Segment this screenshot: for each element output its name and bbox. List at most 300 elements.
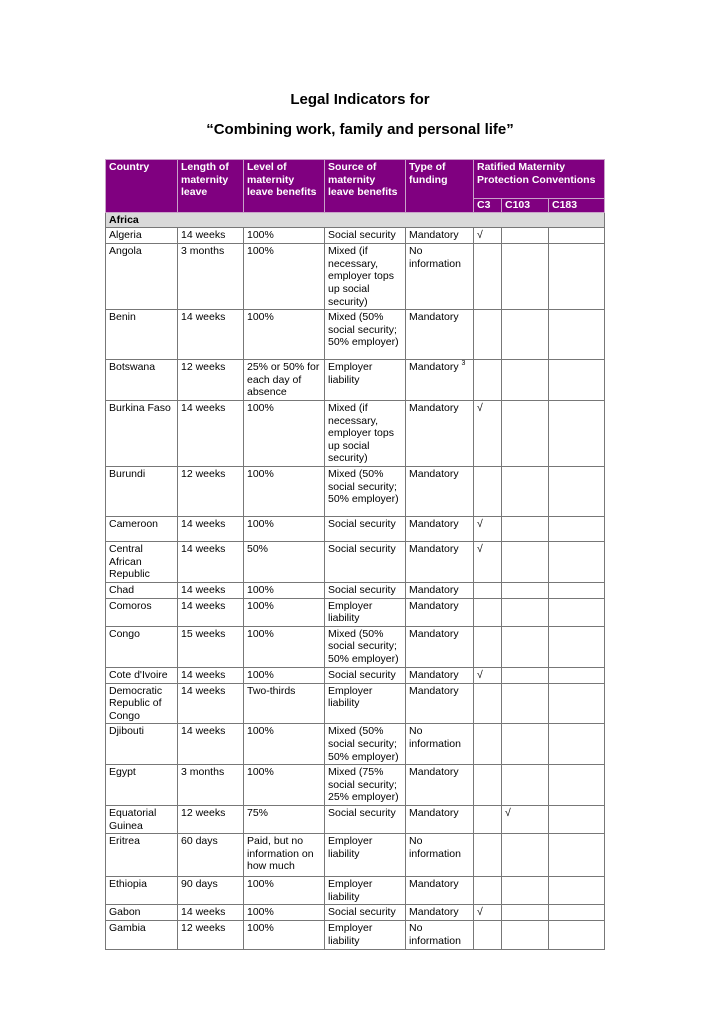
cell-length-text: 12 weeks: [181, 361, 226, 374]
footnote-mark: 3: [461, 360, 466, 368]
cell-type: [406, 905, 474, 921]
cell-level: [244, 724, 325, 765]
cell-length: [178, 400, 244, 466]
cell-c103: [502, 877, 549, 905]
cell-country: [106, 921, 178, 949]
cell-type: [406, 598, 474, 626]
cell-c3: [474, 765, 502, 806]
cell-length: [178, 582, 244, 598]
cell-level: [244, 834, 325, 877]
cell-level: [244, 683, 325, 724]
cell-length-text: 12 weeks: [181, 467, 226, 480]
cell-length: [178, 516, 244, 541]
cell-c183: [549, 683, 605, 724]
cell-c103: [502, 724, 549, 765]
cell-level-text: 100%: [247, 627, 274, 640]
cell-source-text: Social security: [328, 229, 396, 242]
cell-level-text: Two-thirds: [247, 684, 296, 697]
table-row: [106, 834, 605, 877]
cell-c3: [474, 834, 502, 877]
cell-level-text: 100%: [247, 878, 274, 891]
table-row: [106, 765, 605, 806]
cell-length-text: 14 weeks: [181, 684, 226, 697]
cell-length-text: 3 months: [181, 766, 225, 779]
cell-level: [244, 626, 325, 667]
cell-c3-text: √: [477, 401, 483, 414]
cell-level-text: 75%: [247, 807, 269, 819]
cell-c183: [549, 400, 605, 466]
cell-type-text: Mandatory: [409, 542, 459, 555]
table-row: [106, 582, 605, 598]
cell-level: [244, 228, 325, 244]
cell-level: [244, 541, 325, 582]
cell-length-text: 14 weeks: [181, 583, 226, 596]
cell-length-text: 60 days: [181, 835, 218, 848]
cell-source-text: Mixed (50% social security; 50% employer): [328, 627, 399, 666]
cell-country: [106, 765, 178, 806]
cell-country-text: Cote d'Ivoire: [109, 668, 168, 681]
cell-source-text: Employer liability: [328, 922, 373, 947]
table-row: [106, 806, 605, 834]
cell-type: [406, 626, 474, 667]
cell-level-text: 100%: [247, 467, 274, 480]
region-header: Africa: [106, 212, 605, 228]
cell-source: [325, 228, 406, 244]
cell-length: [178, 626, 244, 667]
cell-length-text: 14 weeks: [181, 517, 226, 530]
cell-type-text: Mandatory: [409, 229, 459, 242]
cell-source: [325, 360, 406, 401]
cell-source: [325, 626, 406, 667]
cell-type: [406, 466, 474, 516]
cell-type: [406, 877, 474, 905]
cell-country: [106, 466, 178, 516]
cell-level-text: 100%: [247, 766, 274, 779]
cell-level: [244, 877, 325, 905]
cell-type: [406, 765, 474, 806]
cell-length-text: 14 weeks: [181, 401, 226, 414]
cell-length-text: 15 weeks: [181, 627, 226, 640]
cell-source: [325, 310, 406, 360]
cell-type-text: No information: [409, 922, 461, 947]
document-subtitle: “Combining work, family and personal life”: [206, 121, 514, 138]
cell-length: [178, 667, 244, 683]
cell-level: [244, 921, 325, 949]
cell-c103: [502, 921, 549, 949]
cell-type: [406, 667, 474, 683]
cell-source-text: Mixed (50% social security; 50% employer): [328, 725, 399, 763]
cell-source: [325, 765, 406, 806]
cell-type-text: Mandatory: [409, 467, 459, 480]
cell-type: [406, 683, 474, 724]
cell-level-text: 100%: [247, 229, 274, 242]
cell-c3-text: √: [477, 229, 483, 242]
cell-country-text: Central African Republic: [109, 542, 150, 581]
cell-type-text: Mandatory: [409, 807, 459, 819]
cell-country-text: Democratic Republic of Congo: [109, 684, 163, 722]
cell-country: [106, 806, 178, 834]
cell-length: [178, 310, 244, 360]
cell-level: [244, 516, 325, 541]
cell-length-text: 12 weeks: [181, 922, 226, 935]
cell-country-text: Congo: [109, 627, 140, 640]
cell-source: [325, 582, 406, 598]
cell-length: [178, 877, 244, 905]
cell-country: [106, 582, 178, 598]
cell-length: [178, 683, 244, 724]
cell-c103: [502, 516, 549, 541]
cell-source-text: Social security: [328, 542, 396, 555]
cell-c3: [474, 905, 502, 921]
cell-type-text: Mandatory: [409, 517, 459, 530]
cell-c103-text: √: [505, 807, 511, 819]
cell-source: [325, 466, 406, 516]
cell-length-text: 14 weeks: [181, 311, 226, 324]
cell-c3: [474, 244, 502, 310]
cell-country: [106, 360, 178, 401]
cell-level: [244, 466, 325, 516]
cell-source: [325, 683, 406, 724]
cell-c3: [474, 921, 502, 949]
cell-length: [178, 541, 244, 582]
cell-country-text: Burkina Faso: [109, 401, 171, 414]
cell-c3: [474, 598, 502, 626]
table-row: [106, 905, 605, 921]
cell-length: [178, 244, 244, 310]
cell-country-text: Djibouti: [109, 725, 145, 738]
cell-country-text: Ethiopia: [109, 878, 147, 891]
cell-source: [325, 877, 406, 905]
cell-type: [406, 834, 474, 877]
cell-c183: [549, 541, 605, 582]
cell-level-text: 25% or 50% for each day of absence: [247, 361, 320, 399]
cell-type: [406, 516, 474, 541]
cell-country: [106, 905, 178, 921]
cell-country-text: Gambia: [109, 922, 146, 935]
cell-length-text: 14 weeks: [181, 599, 226, 612]
cell-length-text: 90 days: [181, 878, 218, 891]
cell-length: [178, 598, 244, 626]
cell-c3: [474, 667, 502, 683]
cell-type-text: Mandatory: [409, 599, 459, 612]
cell-c3-text: √: [477, 517, 483, 530]
cell-length-text: 14 weeks: [181, 542, 226, 555]
cell-c103: [502, 626, 549, 667]
cell-level-text: 100%: [247, 583, 274, 596]
cell-country: [106, 244, 178, 310]
cell-country: [106, 724, 178, 765]
cell-c3-text: √: [477, 906, 483, 919]
cell-length: [178, 360, 244, 401]
header-c103: C103: [502, 199, 549, 213]
cell-country-text: Burundi: [109, 467, 146, 480]
cell-country: [106, 626, 178, 667]
cell-source-text: Mixed (50% social security; 50% employer): [328, 467, 399, 506]
cell-c103: [502, 667, 549, 683]
cell-source-text: Mixed (75% social security; 25% employer): [328, 766, 399, 804]
cell-type-text: Mandatory: [409, 583, 459, 596]
cell-c183: [549, 244, 605, 310]
cell-level-text: 100%: [247, 922, 274, 935]
table-row: [106, 877, 605, 905]
cell-length: [178, 228, 244, 244]
cell-type: [406, 921, 474, 949]
cell-country-text: Botswana: [109, 361, 156, 374]
cell-c103: [502, 360, 549, 401]
cell-source: [325, 806, 406, 834]
cell-c3-text: √: [477, 668, 483, 681]
cell-c103: [502, 683, 549, 724]
cell-source-text: Employer liability: [328, 361, 373, 386]
cell-c3: [474, 541, 502, 582]
cell-c183: [549, 667, 605, 683]
cell-type: [406, 806, 474, 834]
cell-type-text: Mandatory: [409, 668, 459, 681]
cell-source-text: Social security: [328, 517, 396, 530]
cell-length: [178, 905, 244, 921]
cell-source-text: Social security: [328, 807, 396, 819]
cell-type: [406, 310, 474, 360]
cell-type-text: Mandatory: [409, 627, 459, 640]
cell-level-text: 100%: [247, 245, 274, 258]
header-type: Type of funding: [406, 160, 474, 213]
cell-length: [178, 806, 244, 834]
cell-country-text: Egypt: [109, 766, 136, 779]
cell-c103: [502, 466, 549, 516]
cell-country-text: Equatorial Guinea: [109, 807, 157, 832]
cell-source: [325, 667, 406, 683]
cell-c183: [549, 598, 605, 626]
cell-country-text: Chad: [109, 583, 135, 596]
cell-country-text: Comoros: [109, 599, 152, 612]
cell-level: [244, 244, 325, 310]
cell-country: [106, 310, 178, 360]
cell-country: [106, 834, 178, 877]
cell-level-text: 100%: [247, 311, 274, 324]
cell-source: [325, 834, 406, 877]
header-country: Country: [106, 160, 178, 213]
cell-country-text: Algeria: [109, 229, 142, 242]
cell-level-text: 100%: [247, 725, 274, 738]
table-row: [106, 683, 605, 724]
document-title: Legal Indicators for: [290, 91, 430, 108]
cell-source-text: Social security: [328, 668, 396, 681]
cell-c3: [474, 724, 502, 765]
cell-type-text: Mandatory: [409, 684, 459, 697]
cell-c183: [549, 806, 605, 834]
cell-country: [106, 228, 178, 244]
cell-level-text: 100%: [247, 517, 274, 530]
header-c3: C3: [474, 199, 502, 213]
cell-length-text: 14 weeks: [181, 229, 226, 242]
legal-indicators-table: [105, 159, 605, 950]
cell-c3: [474, 228, 502, 244]
cell-level: [244, 667, 325, 683]
cell-c183: [549, 228, 605, 244]
cell-level: [244, 360, 325, 401]
cell-c3: [474, 360, 502, 401]
cell-length: [178, 765, 244, 806]
table-row: [106, 244, 605, 310]
cell-country: [106, 683, 178, 724]
cell-c183: [549, 516, 605, 541]
cell-source-text: Mixed (if necessary, employer tops up social security): [328, 245, 394, 308]
cell-country-text: Cameroon: [109, 517, 159, 530]
cell-type-text: Mandatory: [409, 766, 459, 779]
table-row: [106, 466, 605, 516]
cell-c103: [502, 400, 549, 466]
cell-length-text: 14 weeks: [181, 725, 226, 738]
cell-c3: [474, 516, 502, 541]
header-ratified: Ratified Maternity Protection Conventions: [474, 160, 605, 199]
cell-type: [406, 582, 474, 598]
cell-type: [406, 400, 474, 466]
cell-c183: [549, 921, 605, 949]
header-length: Length of maternity leave: [178, 160, 244, 213]
cell-length: [178, 921, 244, 949]
cell-c103: [502, 765, 549, 806]
cell-level-text: 50%: [247, 542, 269, 555]
cell-type: [406, 724, 474, 765]
cell-length: [178, 466, 244, 516]
table-row: [106, 667, 605, 683]
cell-country: [106, 598, 178, 626]
cell-level: [244, 806, 325, 834]
header-c183: C183: [549, 199, 605, 213]
table-row: [106, 598, 605, 626]
cell-c183: [549, 466, 605, 516]
cell-country-text: Angola: [109, 245, 142, 258]
cell-c183: [549, 582, 605, 598]
cell-country-text: Benin: [109, 311, 136, 324]
cell-c103: [502, 228, 549, 244]
table-row: [106, 724, 605, 765]
cell-type: [406, 244, 474, 310]
table-row: [106, 626, 605, 667]
cell-level-text: Paid, but no information on how much: [247, 835, 314, 873]
cell-type: [406, 228, 474, 244]
cell-c3: [474, 626, 502, 667]
cell-country: [106, 516, 178, 541]
cell-source-text: Mixed (50% social security; 50% employer): [328, 311, 399, 349]
cell-country-text: Gabon: [109, 906, 141, 919]
cell-c3: [474, 806, 502, 834]
cell-type-text: Mandatory: [409, 878, 459, 891]
table-row: [106, 310, 605, 360]
cell-level-text: 100%: [247, 668, 274, 681]
cell-c3: [474, 466, 502, 516]
header-source: Source of maternity leave benefits: [325, 160, 406, 213]
cell-c183: [549, 905, 605, 921]
table-row: [106, 541, 605, 582]
cell-c3-text: √: [477, 542, 483, 555]
cell-c3: [474, 683, 502, 724]
cell-type-text: No information: [409, 835, 461, 860]
cell-country: [106, 877, 178, 905]
cell-source: [325, 244, 406, 310]
cell-c3: [474, 310, 502, 360]
cell-level: [244, 598, 325, 626]
cell-source: [325, 921, 406, 949]
cell-source: [325, 598, 406, 626]
cell-c183: [549, 765, 605, 806]
cell-c103: [502, 598, 549, 626]
cell-level-text: 100%: [247, 906, 274, 919]
cell-level: [244, 905, 325, 921]
cell-length: [178, 834, 244, 877]
cell-c3: [474, 582, 502, 598]
cell-source-text: Employer liability: [328, 684, 373, 710]
table-row: [106, 228, 605, 244]
cell-c183: [549, 310, 605, 360]
cell-length-text: 3 months: [181, 245, 225, 258]
header-level: Level of maternity leave benefits: [244, 160, 325, 213]
cell-type-text: Mandatory: [409, 401, 459, 414]
cell-level-text: 100%: [247, 401, 274, 414]
cell-source-text: Employer liability: [328, 878, 373, 903]
cell-c183: [549, 626, 605, 667]
cell-type-text: Mandatory: [409, 311, 459, 324]
cell-level: [244, 310, 325, 360]
cell-country-text: Eritrea: [109, 835, 140, 848]
cell-c183: [549, 724, 605, 765]
cell-source-text: Employer liability: [328, 835, 373, 860]
cell-source: [325, 905, 406, 921]
cell-source-text: Mixed (if necessary, employer tops up social security): [328, 401, 394, 465]
cell-type: [406, 360, 474, 401]
cell-type-text: Mandatory: [409, 361, 459, 374]
cell-level: [244, 765, 325, 806]
cell-c103: [502, 582, 549, 598]
cell-source: [325, 400, 406, 466]
cell-c183: [549, 877, 605, 905]
cell-c183: [549, 834, 605, 877]
cell-length: [178, 724, 244, 765]
cell-c103: [502, 905, 549, 921]
cell-c183: [549, 360, 605, 401]
cell-source-text: Social security: [328, 906, 396, 919]
cell-source: [325, 516, 406, 541]
cell-level: [244, 400, 325, 466]
cell-length-text: 14 weeks: [181, 906, 226, 919]
table-row: [106, 921, 605, 949]
cell-source: [325, 541, 406, 582]
cell-c103: [502, 310, 549, 360]
cell-length-text: 12 weeks: [181, 807, 226, 819]
cell-c103: [502, 834, 549, 877]
cell-c3: [474, 877, 502, 905]
cell-source-text: Employer liability: [328, 599, 373, 625]
cell-type: [406, 541, 474, 582]
table-row: [106, 360, 605, 401]
cell-c3: [474, 400, 502, 466]
cell-level-text: 100%: [247, 599, 274, 612]
cell-type-text: Mandatory: [409, 906, 459, 919]
cell-length-text: 14 weeks: [181, 668, 226, 681]
cell-source-text: Social security: [328, 583, 396, 596]
cell-type-text: No information: [409, 725, 461, 751]
cell-c103: [502, 244, 549, 310]
cell-country: [106, 667, 178, 683]
cell-country: [106, 541, 178, 582]
cell-type-text: No information: [409, 245, 461, 270]
cell-c103: [502, 806, 549, 834]
table-row: [106, 400, 605, 466]
table-row: [106, 516, 605, 541]
cell-c103: [502, 541, 549, 582]
cell-country: [106, 400, 178, 466]
cell-source: [325, 724, 406, 765]
